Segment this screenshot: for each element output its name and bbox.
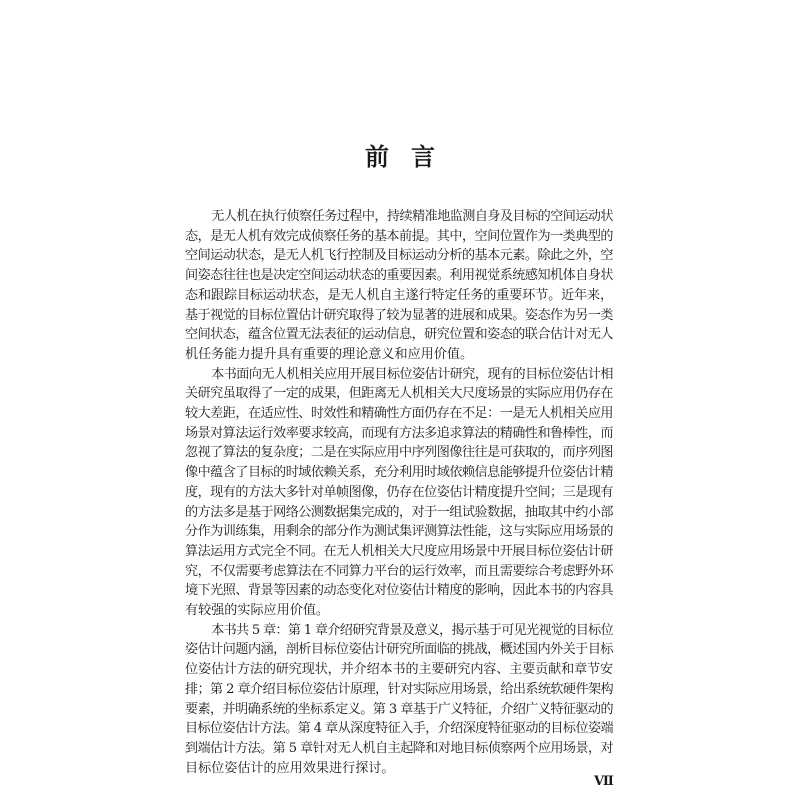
text-line: 较大差距，在适应性、时效性和精确性方面仍存在不足：一是无人机相关应用 xyxy=(185,406,613,422)
text-line: 的方法多是基于网络公测数据集完成的，对于一组试验数据，抽取其中约小部 xyxy=(185,504,613,520)
body-text xyxy=(185,207,613,778)
text-line: 位姿估计方法的研究现状，并介绍本书的主要研究内容、主要贡献和章节安 xyxy=(185,662,613,678)
text-line: 空间状态，蕴含位置无法表征的运动信息，研究位置和姿态的联合估计对无人 xyxy=(185,327,613,343)
text-line: 像中蕴含了目标的时域依赖关系，充分利用时域依赖信息能够提升位姿估计精 xyxy=(185,465,613,481)
text-line: 空间运动状态，是无人机飞行控制及目标运动分析的基本元素。除此之外，空 xyxy=(185,248,613,264)
text-line: 到端估计方法。第 5 章针对无人机自主起降和对地目标侦察两个应用场景，对 xyxy=(185,740,613,756)
text-line: 关研究虽取得了一定的成果，但距离无人机相关大尺度场景的实际应用仍存在 xyxy=(185,386,613,402)
text-line: 态和跟踪目标运动状态，是无人机自主遂行特定任务的重要环节。近年来， xyxy=(185,287,613,303)
text-line: 基于视觉的目标位置估计研究取得了较为显著的进展和成果。姿态作为另一类 xyxy=(185,307,613,323)
text-line: 姿估计问题内涵，剖析目标位姿估计研究所面临的挑战，概述国内外关于目标 xyxy=(185,642,613,658)
text-line: 究，不仅需要考虑算法在不同算力平台的运行效率，而且需要综合考虑野外环 xyxy=(185,563,613,579)
text-line: 本书面向无人机相关应用开展目标位姿估计研究，现有的目标位姿估计相 xyxy=(211,366,613,382)
text-line: 目标位姿估计方法。第 4 章从深度特征入手，介绍深度特征驱动的目标位姿端 xyxy=(185,721,613,737)
text-line: 排；第 2 章介绍目标位姿估计原理，针对实际应用场景，给出系统软硬件架构 xyxy=(185,681,613,697)
text-line: 分作为训练集，用剩余的部分作为测试集评测算法性能，这与实际应用场景的 xyxy=(185,524,613,540)
text-line: 境下光照、背景等因素的动态变化对位姿估计精度的影响，因此本书的内容具 xyxy=(185,583,613,599)
text-line: 机任务能力提升具有重要的理论意义和应用价值。 xyxy=(185,346,474,362)
text-line: 间姿态往往也是决定空间运动状态的重要因素。利用视觉系统感知机体自身状 xyxy=(185,268,613,284)
text-line: 无人机在执行侦察任务过程中，持续精准地监测自身及目标的空间运动状 xyxy=(211,209,613,224)
text-line: 本书共 5 章：第 1 章介绍研究背景及意义，揭示基于可见光视觉的目标位 xyxy=(211,622,613,638)
text-line: 度，现有的方法大多针对单帧图像，仍存在位姿估计精度提升空间；三是现有 xyxy=(185,484,613,500)
page-number: Ⅶ xyxy=(594,773,615,788)
text-line: 忽视了算法的复杂度；二是在实际应用中序列图像往往是可获取的，而序列图 xyxy=(185,445,613,461)
text-line: 态，是无人机有效完成侦察任务的基本前提。其中，空间位置作为一类典型的 xyxy=(185,228,613,244)
text-line: 有较强的实际应用价值。 xyxy=(185,603,330,619)
text-line: 目标位姿估计的应用效果进行探讨。 xyxy=(185,760,395,776)
page-title: 前言 xyxy=(365,142,457,171)
text-line: 算法运用方式完全不同。在无人机相关大尺度应用场景中开展目标位姿估计研 xyxy=(185,543,613,559)
text-line: 场景对算法运行效率要求较高，而现有方法多追求算法的精确性和鲁棒性，而 xyxy=(185,425,613,441)
text-line: 要素，并明确系统的坐标系定义。第 3 章基于广义特征，介绍广义特征驱动的 xyxy=(185,701,613,717)
